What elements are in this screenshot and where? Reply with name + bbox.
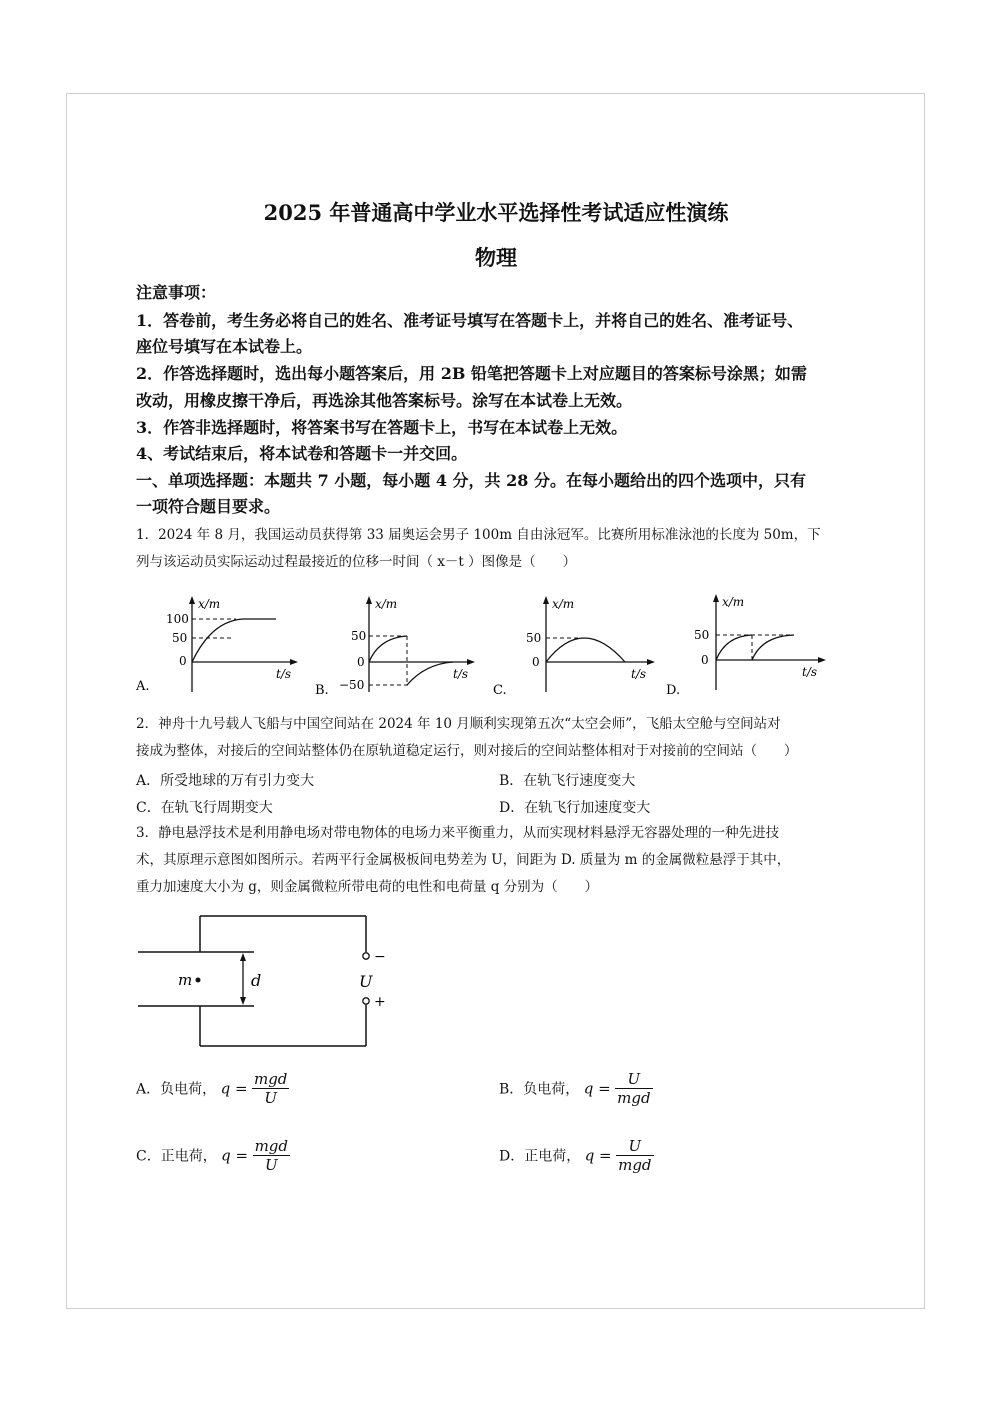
- tick-label: 50: [694, 628, 710, 642]
- tick-label: 0: [179, 654, 187, 668]
- q2-stem: 2．神舟十九号载人飞船与中国空间站在 2024 年 10 月顺利实现第五次“太空会师”，飞船太空舱与空间站对: [136, 716, 781, 732]
- y-axis-label: x/m: [552, 597, 575, 611]
- q1-graph-b: [313, 592, 483, 702]
- x-axis-label: t/s: [453, 667, 469, 681]
- notice-line: 2．作答选择题时，选出每小题答案后，用 2B 铅笔把答题卡上对应题目的答案标号涂黑；如需: [136, 364, 807, 383]
- plus-sign: +: [374, 994, 386, 1010]
- notice-heading: 注意事项：: [136, 283, 217, 302]
- capacitor-diagram: [136, 910, 396, 1055]
- minus-sign: −: [374, 949, 386, 965]
- q3-stem: 术，其原理示意图如图所示。若两平行金属极板间电势差为 U，间距为 D. 质量为 m 的金属微粒悬浮于其中，: [136, 852, 791, 868]
- voltage-label: U: [359, 972, 373, 991]
- q2-option-d: D．在轨飞行加速度变大: [499, 800, 651, 816]
- y-axis-label: x/m: [722, 595, 745, 609]
- q2-option-a: A．所受地球的万有引力变大: [136, 773, 315, 789]
- y-axis-label: x/m: [375, 597, 398, 611]
- tick-label: 0: [357, 655, 365, 669]
- tick-label: 0: [532, 655, 540, 669]
- q1-graph-c: [491, 592, 661, 702]
- mass-label: m: [178, 971, 193, 989]
- notice-line: 4、考试结束后，将本试卷和答题卡一并交回。: [136, 444, 468, 463]
- distance-label: d: [251, 971, 262, 990]
- q3-option-b: B．负电荷， q = $\frac{U}{\text{mgd}}$: [499, 1070, 651, 1107]
- tick-label: 50: [172, 631, 188, 645]
- exam-title: 2025 年普通高中学业水平选择性考试适应性演练: [263, 200, 729, 225]
- q3-stem: 3．静电悬浮技术是利用静电场对带电物体的电场力来平衡重力，从而实现材料悬浮无容器处理的一种先进技: [136, 825, 780, 841]
- x-axis-label: t/s: [631, 667, 647, 681]
- option-label: B.: [315, 683, 329, 698]
- q2-option-c: C．在轨飞行周期变大: [136, 800, 273, 816]
- tick-label: −50: [339, 678, 365, 692]
- q1-graph-d: [664, 590, 834, 702]
- notice-line: 1．答卷前，考生务必将自己的姓名、准考证号填写在答题卡上，并将自己的姓名、准考证号、: [136, 311, 804, 330]
- q3-option-a: A．负电荷， q = $\frac{\text{mgd}}{U}$: [136, 1070, 288, 1107]
- tick-label: 0: [701, 653, 709, 667]
- q2-stem: 接成为整体，对接后的空间站整体仍在原轨道稳定运行，则对接后的空间站整体相对于对接前的空间站（ ）: [136, 743, 798, 759]
- q1-stem: 1．2024 年 8 月，我国运动员获得第 33 届奥运会男子 100m 自由泳冠军。比赛所用标准泳池的长度为 50m，下: [136, 527, 821, 543]
- q3-stem: 重力加速度大小为 g，则金属微粒所带电荷的电性和电荷量 q 分别为（ ）: [136, 879, 599, 895]
- notice-line: 改动，用橡皮擦干净后，再选涂其他答案标号。涂写在本试卷上无效。: [136, 391, 633, 410]
- option-label: D.: [666, 683, 681, 698]
- option-label: A.: [136, 679, 150, 694]
- q3-option-c: C．正电荷， q = $\frac{\text{mgd}}{U}$: [136, 1137, 289, 1174]
- x-axis-label: t/s: [276, 667, 292, 681]
- q1-graph-a: [134, 592, 304, 702]
- q1-stem: 列与该运动员实际运动过程最接近的位移一时间（ x－t ）图像是（ ）: [136, 554, 577, 570]
- y-axis-label: x/m: [198, 597, 221, 611]
- q2-option-b: B．在轨飞行速度变大: [499, 773, 636, 789]
- tick-label: 100: [166, 612, 189, 626]
- particle: [196, 978, 201, 983]
- notice-line: 3．作答非选择题时，将答案书写在答题卡上，书写在本试卷上无效。: [136, 418, 628, 437]
- notice-line: 座位号填写在本试卷上。: [136, 337, 313, 356]
- section-heading: 一项符合题目要求。: [136, 497, 281, 516]
- tick-label: 50: [526, 631, 542, 645]
- section-heading: 一、单项选择题：本题共 7 小题，每小题 4 分，共 28 分。在每小题给出的四个选项中，只有: [136, 471, 806, 490]
- exam-subject: 物理: [475, 245, 517, 270]
- option-label: C.: [493, 683, 507, 698]
- tick-label: 50: [351, 629, 367, 643]
- q3-option-d: D．正电荷， q = $\frac{U}{\text{mgd}}$: [499, 1137, 652, 1174]
- x-axis-label: t/s: [802, 665, 818, 679]
